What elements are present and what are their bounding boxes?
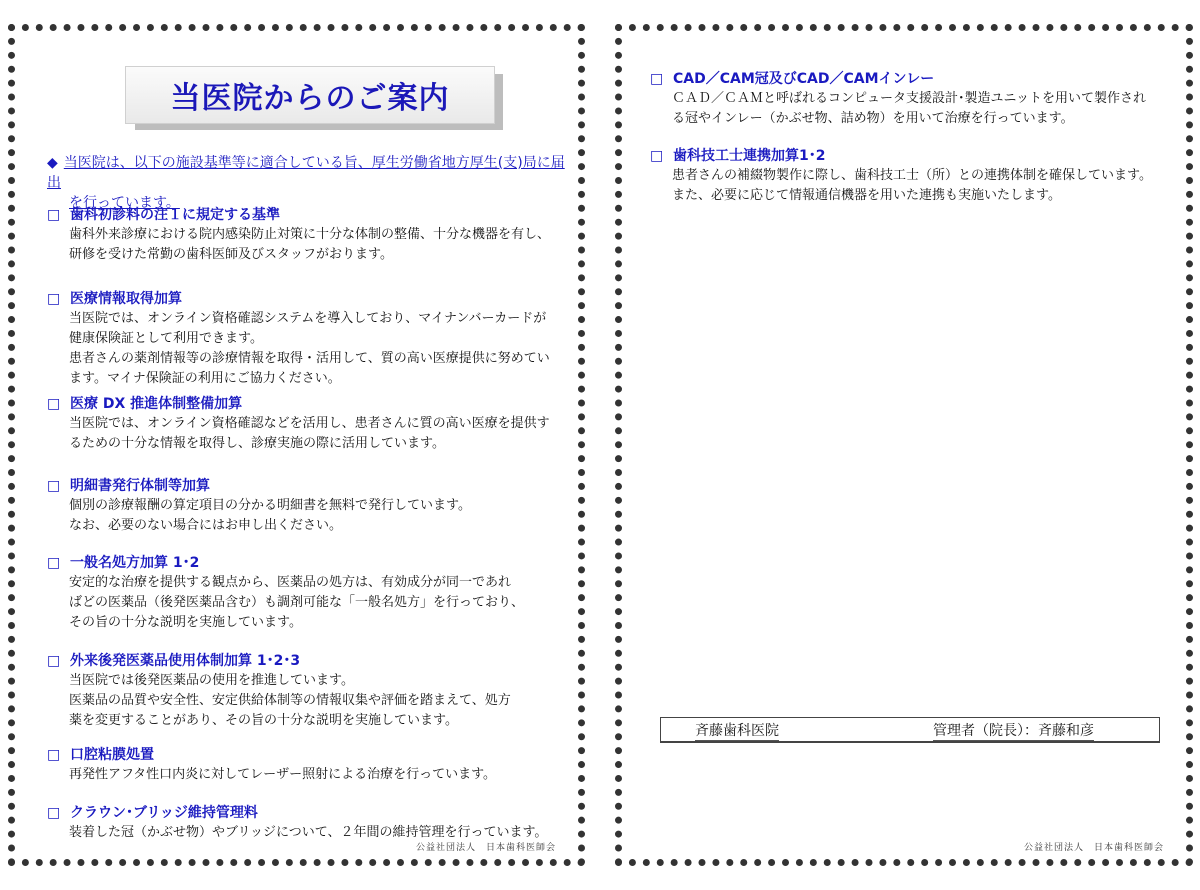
section-body-line: 患者さんの薬剤情報等の診療情報を取得・活用して、質の高い医療提供に努めてい (69, 351, 550, 366)
intro-notice (47, 153, 567, 213)
title-banner (125, 66, 511, 142)
section-body-line: 歯科外来診療における院内感染防止対策に十分な体制の整備、十分な機器を有し、 (69, 227, 551, 242)
intro-line: を行っています。 (69, 195, 180, 211)
checkbox-icon: □ (650, 148, 664, 164)
info-section (47, 476, 572, 536)
info-section (47, 553, 572, 633)
section-body (47, 414, 572, 454)
left-page (8, 24, 585, 866)
title-box (125, 66, 495, 124)
section-heading (650, 146, 1180, 166)
section-body-line: 患者さんの補綴物製作に際し、歯科技工士（所）との連携体制を確保しています。 (672, 168, 1152, 183)
checkbox-icon: □ (47, 653, 61, 669)
clinic-name: 斉藤歯科医院 (695, 720, 779, 741)
section-heading-text: 歯科技工士連携加算1･2 (673, 148, 826, 164)
page-title: 当医院からのご案内 (170, 81, 450, 116)
section-heading-text: 明細書発行体制等加算 (70, 478, 210, 494)
section-body-line: 健康保険証として利用できます。 (69, 331, 263, 346)
diamond-icon: ◆ (47, 155, 58, 171)
checkbox-icon: □ (47, 478, 61, 494)
section-body-line: ＣＡＤ／ＣＡＭと呼ばれるコンピュータ支援設計･製造ユニットを用いて製作され (672, 91, 1146, 106)
info-section (47, 803, 572, 843)
section-body-line: るための十分な情報を取得し、診療実施の際に活用しています。 (69, 436, 445, 451)
info-section (47, 651, 572, 731)
checkbox-icon: □ (47, 747, 61, 763)
section-body (47, 309, 572, 389)
section-body-line: ます。マイナ保険証の利用にご協力ください。 (69, 371, 341, 386)
section-heading-text: 外来後発医薬品使用体制加算 1･2･3 (70, 653, 301, 669)
section-body-line: 安定的な治療を提供する観点から、医薬品の処方は、有効成分が同一であれ (69, 575, 512, 590)
checkbox-icon: □ (47, 396, 61, 412)
info-section (650, 69, 1180, 129)
section-heading (47, 553, 572, 573)
section-body-line: 装着した冠（かぶせ物）やブリッジについて、２年間の維持管理を行っています。 (69, 825, 548, 840)
section-body-line: ばどの医薬品（後発医薬品含む）も調剤可能な「一般名処方」を行っており、 (69, 595, 525, 610)
section-body (47, 496, 572, 536)
section-body (47, 765, 572, 785)
section-body (47, 671, 572, 731)
checkbox-icon: □ (47, 805, 61, 821)
section-body-line: 当医院では後発医薬品の使用を推進しています。 (69, 673, 354, 688)
footer-credit: 公益社団法人 日本歯科医師会 (1023, 843, 1164, 853)
section-body-line: また、必要に応じて情報通信機器を用いた連携も実施いたします。 (672, 188, 1061, 203)
section-heading-text: 歯科初診料の注１に規定する基準 (70, 207, 280, 223)
section-heading (47, 394, 572, 414)
info-section (47, 289, 572, 389)
section-heading (47, 289, 572, 309)
section-body-line: 再発性アフタ性口内炎に対してレーザー照射による治療を行っています。 (69, 767, 497, 782)
info-section (47, 394, 572, 454)
section-heading-text: 医療 DX 推進体制整備加算 (70, 396, 243, 412)
section-body (650, 89, 1180, 129)
section-body (650, 166, 1180, 206)
checkbox-icon: □ (47, 207, 61, 223)
section-body-line: 薬を変更することがあり、その旨の十分な説明を実施しています。 (69, 713, 458, 728)
section-body (47, 225, 572, 265)
section-heading (47, 803, 572, 823)
section-body (47, 573, 572, 633)
right-page (615, 24, 1193, 866)
section-heading (47, 651, 572, 671)
info-section (47, 745, 572, 785)
checkbox-icon: □ (47, 555, 61, 571)
section-heading-text: 口腔粘膜処置 (70, 747, 154, 763)
section-heading-text: 一般名処方加算 1･2 (70, 555, 200, 571)
section-heading-text: 医療情報取得加算 (70, 291, 182, 307)
section-body-line: 個別の診療報酬の算定項目の分かる明細書を無料で発行しています。 (69, 498, 471, 513)
section-body-line: 当医院では、オンライン資格確認システムを導入しており、マイナンバーカードが (69, 311, 547, 326)
section-heading (47, 205, 572, 225)
section-heading (650, 69, 1180, 89)
intro-line: 当医院は、以下の施設基準等に適合している旨、厚生労働省地方厚生(支)局に届出 (47, 155, 565, 191)
info-section (650, 146, 1180, 206)
section-heading-text: クラウン･ブリッジ維持管理料 (70, 805, 258, 821)
section-heading (47, 745, 572, 765)
section-body-line: 研修を受けた常勤の歯科医師及びスタッフがおります。 (69, 247, 393, 262)
section-body-line: 当医院では、オンライン資格確認などを活用し、患者さんに質の高い医療を提供す (69, 416, 550, 431)
signature-box (660, 717, 1160, 743)
section-body-line: 医薬品の品質や安全性、安定供給体制等の情報収集や評価を踏まえて、処方 (69, 693, 511, 708)
manager-name: 管理者（院長）：斉藤和彦 (933, 720, 1094, 741)
section-body-line: その旨の十分な説明を実施しています。 (69, 615, 302, 630)
section-body-line: る冠やインレー（かぶせ物、詰め物）を用いて治療を行っています。 (672, 111, 1074, 126)
checkbox-icon: □ (47, 291, 61, 307)
checkbox-icon: □ (650, 71, 664, 87)
info-section (47, 205, 572, 265)
section-heading-text: CAD／CAM冠及びCAD／CAMインレー (673, 71, 935, 87)
section-body-line: なお、必要のない場合にはお申し出ください。 (69, 518, 343, 533)
footer-credit: 公益社団法人 日本歯科医師会 (415, 843, 556, 853)
section-heading (47, 476, 572, 496)
